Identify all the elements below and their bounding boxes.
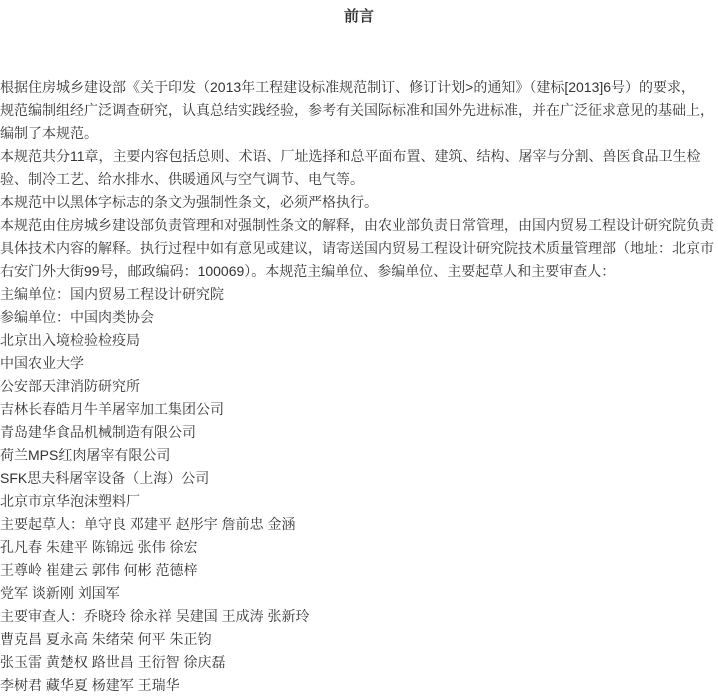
participating-unit-line: SFK思夫科屠宰设备（上海）公司	[0, 470, 210, 486]
participating-unit-line: 北京市京华泡沫塑料厂	[0, 493, 140, 509]
participating-unit-line: 参编单位：中国肉类协会	[0, 309, 154, 325]
document-body	[0, 76, 718, 697]
chief-editor-unit-line: 主编单位：国内贸易工程设计研究院	[0, 286, 224, 302]
participating-unit-line: 公安部天津消防研究所	[0, 378, 140, 394]
reviewers-line: 主要审查人：乔晓玲 徐永祥 吴建国 王成涛 张新玲	[0, 608, 310, 624]
page-title: 前言	[343, 8, 374, 25]
paragraph-line: 规范编制组经广泛调查研究，认真总结实践经验，参考有关国际标准和国外先进标准，并在广泛征求意见的基础上，	[0, 102, 714, 118]
drafters-line: 孔凡春 朱建平 陈锦远 张伟 徐宏	[0, 539, 198, 555]
drafters-line: 党军 谈新刚 刘国军	[0, 585, 120, 601]
paragraph-line: 本规范中以黑体字标志的条文为强制性条文，必须严格执行。	[0, 194, 378, 210]
paragraph-line: 编制了本规范。	[0, 125, 98, 141]
participating-unit-line: 青岛建华食品机械制造有限公司	[0, 424, 196, 440]
drafters-line: 王尊岭 崔建云 郭伟 何彬 范德梓	[0, 562, 198, 578]
participating-unit-line: 荷兰MPS红肉屠宰有限公司	[0, 447, 171, 463]
participating-unit-line: 吉林长春皓月牛羊屠宰加工集团公司	[0, 401, 224, 417]
paragraph-line: 验、制冷工艺、给水排水、供暖通风与空气调节、电气等。	[0, 171, 364, 187]
drafters-line: 主要起草人：单守良 邓建平 赵彤宇 詹前忠 金涵	[0, 516, 296, 532]
paragraph-line: 本规范由住房城乡建设部负责管理和对强制性条文的解释，由农业部负责日常管理，由国内贸易工程设计研究院负责	[0, 217, 714, 233]
paragraph-line: 右安门外大街99号，邮政编码：100069）。本规范主编单位、参编单位、主要起草人和主要审查人：	[0, 263, 616, 279]
reviewers-line: 张玉雷 黄楚权 路世昌 王衍智 徐庆磊	[0, 654, 226, 670]
reviewers-line: 曹克昌 夏永高 朱绪荣 何平 朱正钧	[0, 631, 212, 647]
participating-unit-line: 北京出入境检验检疫局	[0, 332, 140, 348]
reviewers-line: 李树君 藏华夏 杨建军 王瑞华	[0, 677, 180, 693]
paragraph-line: 具体技术内容的解释。执行过程中如有意见或建议，请寄送国内贸易工程设计研究院技术质量管理部（地址：北京市	[0, 240, 714, 256]
paragraph-line: 本规范共分11章，主要内容包括总则、术语、厂址选择和总平面布置、建筑、结构、屠宰与分割、兽医食品卫生检	[0, 148, 701, 164]
paragraph-line: 根据住房城乡建设部《关于印发（2013年工程建设标准规范制订、修订计划>的通知》（建标[2013]6号）的要求，	[0, 79, 696, 95]
participating-unit-line: 中国农业大学	[0, 355, 84, 371]
